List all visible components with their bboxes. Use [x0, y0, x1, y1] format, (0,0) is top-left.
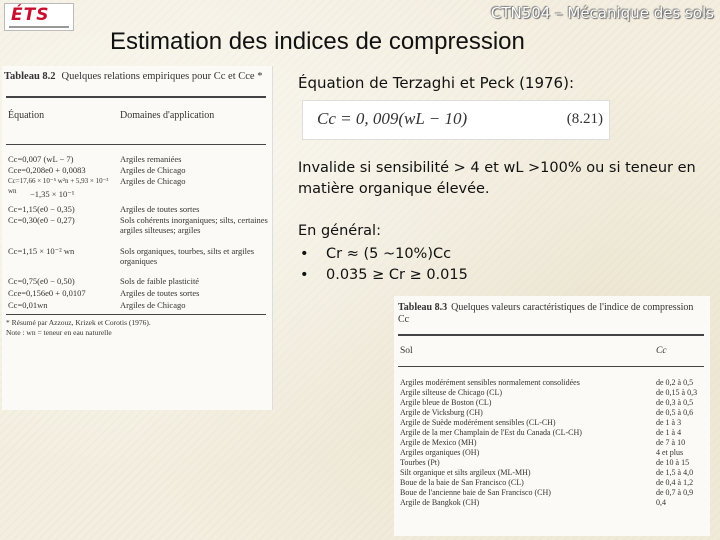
list-item: • 0.035 ≥ Cr ≥ 0.015 [298, 265, 468, 286]
equation-number: (8.21) [566, 111, 603, 127]
table-rule [6, 314, 266, 315]
table-notes [6, 318, 151, 338]
column-header-equation: Équation [8, 110, 45, 121]
table-rule [398, 334, 704, 336]
table-rule [398, 366, 704, 367]
logo-text: ÉTS [11, 5, 50, 25]
table-8-2-caption [4, 71, 262, 82]
table-rule [6, 96, 266, 98]
table-note: * Résumé par Azzouz, Krizek et Corotis (1976). [6, 318, 151, 327]
table-8-2-number: Tableau 8.2 [4, 71, 56, 82]
table-8-2-title: Quelques relations empiriques pour Cc et Cce * [61, 71, 263, 82]
column-header-sol: Sol [400, 346, 413, 356]
bullet-icon: • [300, 267, 309, 283]
list-item: • Cr ≈ (5 ~10%)Cc [298, 244, 468, 265]
table-8-2: Tableau 8.2 Quelques relations empiriques pour Cc et Cce * Équation Domaines d'application Cc=0,007 (wL − 7) Argiles remaniées Cce=0,208e0 + 0,0083 Argiles de Chicago Cc=17,66 × 10⁻⁵ w²n + 5,93 × 10⁻³ wn Argiles de Chicago −1,35 × 10⁻¹ Cc=1,15(e0 − 0,35) Argiles de toutes sortes Cc=0,30(e0 − 0,27) Sols cohérents inorganiques; silts, certaines argiles silteuses; argiles Cc=1,15 × 10⁻² wn Sols organiques, tourbes, silts et argiles organiques Cc=0,75(e0 − 0,50) Sols de faible plasticité Cce=0,156e0 + 0,0107 Argiles de toutes sortes Cc=0,01wn Argiles de Chicago * Résumé par Azzouz, Krizek et Corotis (1976). Note : wn = teneur en eau naturelle [2, 66, 273, 410]
equation-formula: Cc = 0, 009(wL − 10) [317, 109, 468, 128]
logo-underline [9, 26, 69, 28]
slide-title: Estimation des indices de compression [110, 28, 525, 55]
table-rule [6, 144, 266, 145]
column-header-domain: Domaines d'application [120, 110, 215, 121]
terzaghi-peck-label: Équation de Terzaghi et Peck (1976): [298, 74, 575, 92]
bullet-icon: • [300, 246, 309, 262]
table-8-3: Tableau 8.3 Quelques valeurs caractéristiques de l'indice de compression Cc Sol Cc Argiles modérément sensibles normalement consolidées de 0,2 à 0,5 Argile silteuse de Chicago (CL) de 0,15 à 0,3 Argile bleue de Boston (CL) de 0,3 à 0,5 Argile de Vicksburg (CH) de 0,5 à 0,6 Argile de Suède modérément sensibles (CL-CH) de 1 à 3 Argile de la mer Champlain de l'Est du Canada (CL-CH) de 1 à 4 Argile de Mexico (MH) de 7 à 10 Argiles organiques (OH) 4 et plus Tourbes (Pt) de 10 à 15 Silt organique et silts argileux (ML-MH) de 1,5 à 4,0 Boue de la baie de San Francisco (CL) de 0,4 à 1,2 Boue de l'ancienne baie de San Francisco (CH) de 0,7 à 0,9 Argile de Bangkok (CH) 0,4 [394, 296, 710, 536]
table-8-3-number: Tableau 8.3 [398, 302, 448, 313]
column-header-cc: Cc [656, 346, 667, 356]
table-8-3-title: Quelques valeurs caractéristiques de l'indice de compression Cc [398, 302, 694, 325]
validity-note: Invalide si sensibilité > 4 et wL >100% ou si teneur en matière organique élevée. [298, 160, 696, 197]
equation-box [302, 100, 610, 140]
bullet-list [298, 244, 468, 286]
table-note: Note : wn = teneur en eau naturelle [6, 328, 112, 337]
ets-logo [4, 3, 74, 31]
general-heading: En général: [298, 223, 381, 239]
course-name: CTN504 – Mécanique des sols [490, 4, 714, 22]
table-8-3-caption [398, 302, 698, 326]
